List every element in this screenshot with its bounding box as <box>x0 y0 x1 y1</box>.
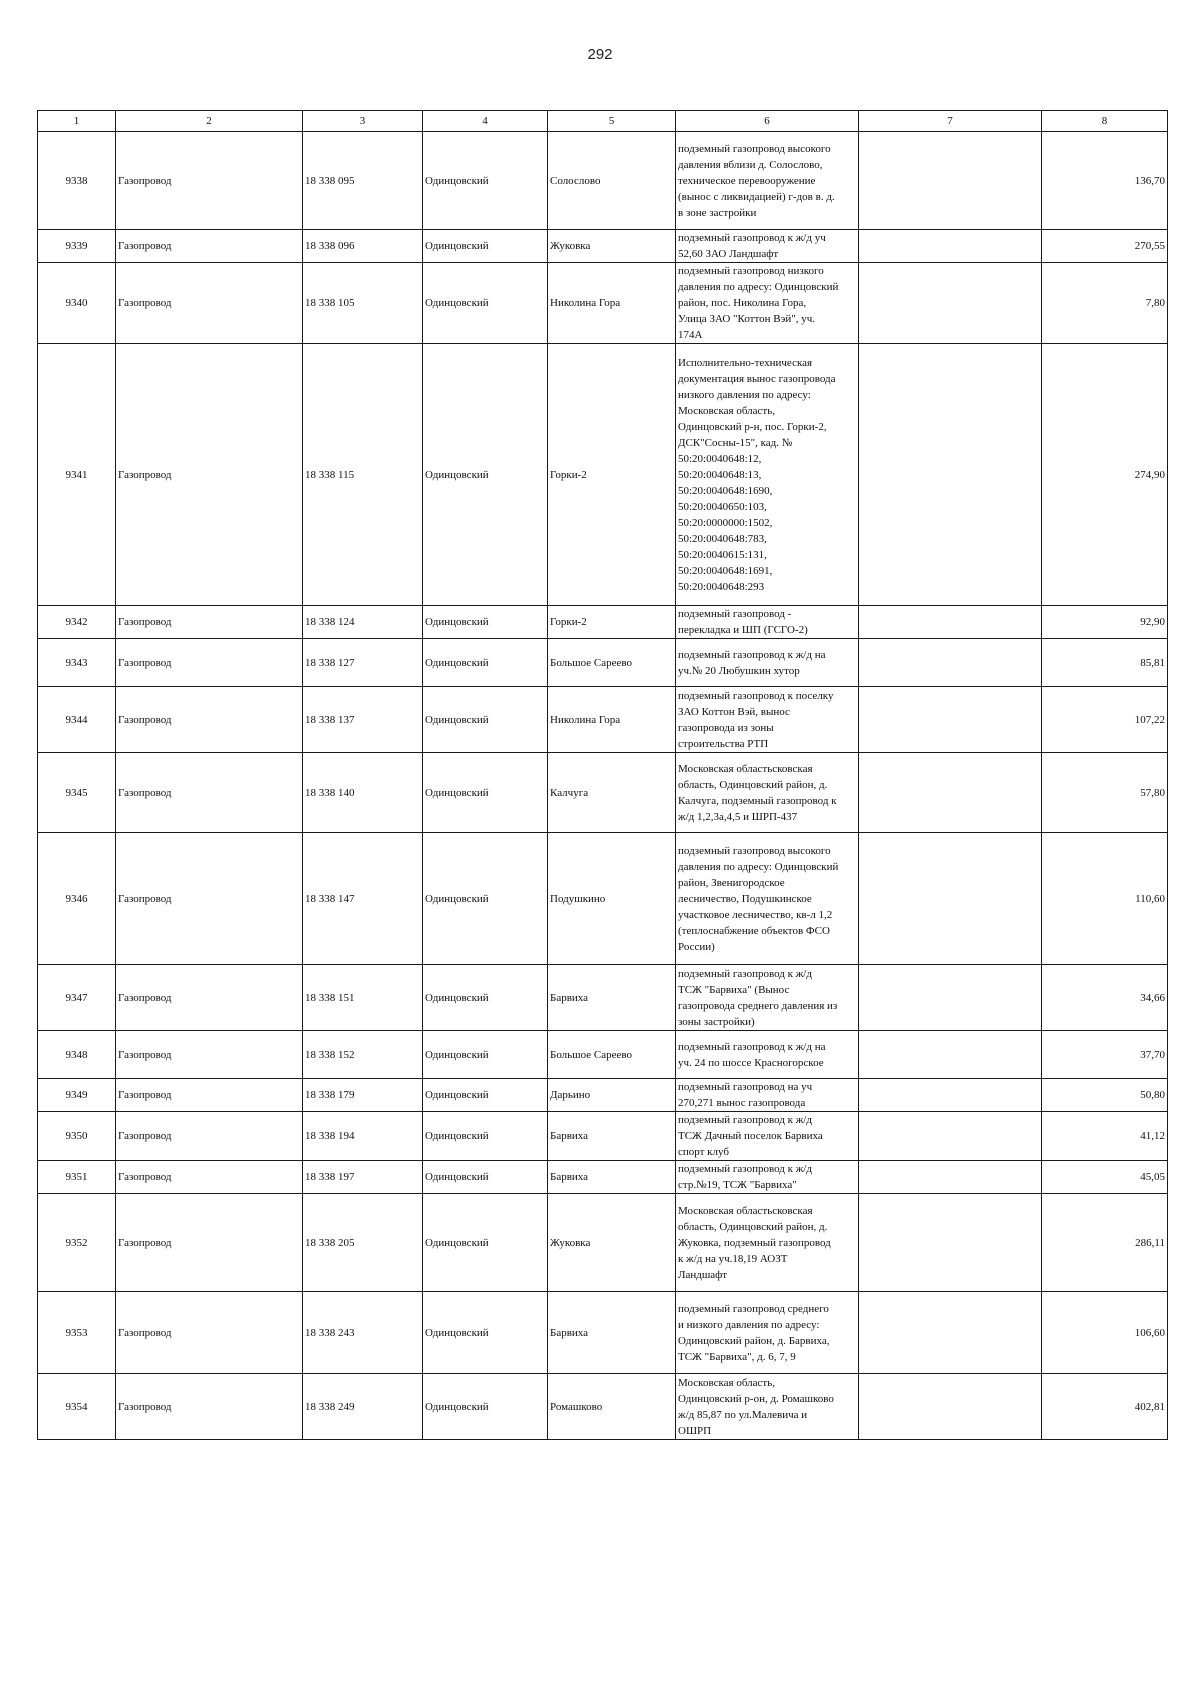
length-value-cell: 50,80 <box>1042 1079 1168 1112</box>
row-number-cell: 9348 <box>38 1031 116 1079</box>
description-cell: подземный газопровод высокого давления вблизи д. Солослово, техническое перевооружение (вынос с ликвидацией) г-дов в. д. в зоне застройки <box>676 132 859 230</box>
district-cell: Одинцовский <box>423 753 548 833</box>
object-type-cell: Газопровод <box>116 1112 303 1161</box>
column-7-cell <box>859 1112 1042 1161</box>
object-type-cell: Газопровод <box>116 639 303 687</box>
length-value-cell: 85,81 <box>1042 639 1168 687</box>
table-row <box>38 687 1168 753</box>
object-code-cell: 18 338 105 <box>303 263 423 344</box>
description-cell: подземный газопровод к ж/д стр.№19, ТСЖ "Барвиха" <box>676 1161 859 1194</box>
length-value-cell: 106,60 <box>1042 1292 1168 1374</box>
table-row <box>38 833 1168 965</box>
column-7-cell <box>859 230 1042 263</box>
column-7-cell <box>859 1194 1042 1292</box>
table-row <box>38 639 1168 687</box>
object-type-cell: Газопровод <box>116 132 303 230</box>
page-number: 292 <box>587 46 613 63</box>
table-row <box>38 1112 1168 1161</box>
object-type-cell: Газопровод <box>116 753 303 833</box>
description-cell: Московская область, Одинцовский р-он, д. Ромашково ж/д 85,87 по ул.Малевича и ОШРП <box>676 1374 859 1440</box>
description-cell: подземный газопровод к ж/д ТСЖ Дачный поселок Барвиха спорт клуб <box>676 1112 859 1161</box>
column-header: 2 <box>116 111 303 132</box>
locality-cell: Барвиха <box>548 1292 676 1374</box>
table-row <box>38 230 1168 263</box>
locality-cell: Калчуга <box>548 753 676 833</box>
locality-cell: Горки-2 <box>548 344 676 606</box>
length-value-cell: 45,05 <box>1042 1161 1168 1194</box>
table-row <box>38 1031 1168 1079</box>
district-cell: Одинцовский <box>423 344 548 606</box>
object-code-cell: 18 338 151 <box>303 965 423 1031</box>
description-cell: подземный газопровод к ж/д на уч.№ 20 Любушкин хутор <box>676 639 859 687</box>
locality-cell: Дарьино <box>548 1079 676 1112</box>
locality-cell: Ромашково <box>548 1374 676 1440</box>
length-value-cell: 274,90 <box>1042 344 1168 606</box>
object-type-cell: Газопровод <box>116 833 303 965</box>
district-cell: Одинцовский <box>423 263 548 344</box>
column-header: 8 <box>1042 111 1168 132</box>
row-number-cell: 9353 <box>38 1292 116 1374</box>
length-value-cell: 41,12 <box>1042 1112 1168 1161</box>
table-row <box>38 132 1168 230</box>
description-cell: Московская областьсковская область, Одинцовский район, д. Калчуга, подземный газопровод к ж/д 1,2,3а,4,5 и ШРП-437 <box>676 753 859 833</box>
row-number-cell: 9341 <box>38 344 116 606</box>
row-number-cell: 9346 <box>38 833 116 965</box>
column-7-cell <box>859 1031 1042 1079</box>
description-cell: подземный газопровод к ж/д на уч. 24 по шоссе Красногорское <box>676 1031 859 1079</box>
object-code-cell: 18 338 096 <box>303 230 423 263</box>
district-cell: Одинцовский <box>423 230 548 263</box>
locality-cell: Жуковка <box>548 1194 676 1292</box>
table-body <box>38 132 1168 1440</box>
column-7-cell <box>859 132 1042 230</box>
row-number-cell: 9349 <box>38 1079 116 1112</box>
object-code-cell: 18 338 115 <box>303 344 423 606</box>
locality-cell: Горки-2 <box>548 606 676 639</box>
row-number-cell: 9351 <box>38 1161 116 1194</box>
locality-cell: Жуковка <box>548 230 676 263</box>
locality-cell: Большое Сареево <box>548 639 676 687</box>
column-7-cell <box>859 1161 1042 1194</box>
column-7-cell <box>859 344 1042 606</box>
locality-cell: Подушкино <box>548 833 676 965</box>
object-code-cell: 18 338 205 <box>303 1194 423 1292</box>
column-header: 5 <box>548 111 676 132</box>
locality-cell: Большое Сареево <box>548 1031 676 1079</box>
object-code-cell: 18 338 197 <box>303 1161 423 1194</box>
description-cell: подземный газопровод - перекладка и ШП (ГСГО-2) <box>676 606 859 639</box>
object-code-cell: 18 338 140 <box>303 753 423 833</box>
row-number-cell: 9352 <box>38 1194 116 1292</box>
district-cell: Одинцовский <box>423 1292 548 1374</box>
table-row <box>38 344 1168 606</box>
object-type-cell: Газопровод <box>116 344 303 606</box>
length-value-cell: 270,55 <box>1042 230 1168 263</box>
description-cell: подземный газопровод среднего и низкого давления по адресу: Одинцовский район, д. Барвиха, ТСЖ "Барвиха", д. 6, 7, 9 <box>676 1292 859 1374</box>
column-7-cell <box>859 965 1042 1031</box>
row-number-cell: 9345 <box>38 753 116 833</box>
column-header: 3 <box>303 111 423 132</box>
district-cell: Одинцовский <box>423 132 548 230</box>
district-cell: Одинцовский <box>423 639 548 687</box>
column-7-cell <box>859 687 1042 753</box>
length-value-cell: 136,70 <box>1042 132 1168 230</box>
column-7-cell <box>859 753 1042 833</box>
table-row <box>38 753 1168 833</box>
column-7-cell <box>859 833 1042 965</box>
length-value-cell: 57,80 <box>1042 753 1168 833</box>
column-7-cell <box>859 1292 1042 1374</box>
column-header: 1 <box>38 111 116 132</box>
district-cell: Одинцовский <box>423 1194 548 1292</box>
object-type-cell: Газопровод <box>116 1079 303 1112</box>
object-code-cell: 18 338 127 <box>303 639 423 687</box>
length-value-cell: 107,22 <box>1042 687 1168 753</box>
table-row <box>38 1194 1168 1292</box>
description-cell: подземный газопровод низкого давления по адресу: Одинцовский район, пос. Николина Гора, Улица ЗАО "Коттон Вэй", уч. 174А <box>676 263 859 344</box>
object-code-cell: 18 338 243 <box>303 1292 423 1374</box>
table-row <box>38 1079 1168 1112</box>
district-cell: Одинцовский <box>423 833 548 965</box>
row-number-cell: 9354 <box>38 1374 116 1440</box>
district-cell: Одинцовский <box>423 965 548 1031</box>
district-cell: Одинцовский <box>423 687 548 753</box>
locality-cell: Николина Гора <box>548 263 676 344</box>
length-value-cell: 402,81 <box>1042 1374 1168 1440</box>
description-cell: подземный газопровод к ж/д уч 52,60 ЗАО Ландшафт <box>676 230 859 263</box>
district-cell: Одинцовский <box>423 1031 548 1079</box>
district-cell: Одинцовский <box>423 1374 548 1440</box>
length-value-cell: 7,80 <box>1042 263 1168 344</box>
object-type-cell: Газопровод <box>116 1031 303 1079</box>
object-code-cell: 18 338 124 <box>303 606 423 639</box>
district-cell: Одинцовский <box>423 1112 548 1161</box>
locality-cell: Барвиха <box>548 1161 676 1194</box>
column-7-cell <box>859 263 1042 344</box>
object-type-cell: Газопровод <box>116 1292 303 1374</box>
row-number-cell: 9344 <box>38 687 116 753</box>
column-header: 7 <box>859 111 1042 132</box>
table-row <box>38 965 1168 1031</box>
object-code-cell: 18 338 152 <box>303 1031 423 1079</box>
length-value-cell: 286,11 <box>1042 1194 1168 1292</box>
row-number-cell: 9347 <box>38 965 116 1031</box>
object-type-cell: Газопровод <box>116 965 303 1031</box>
object-code-cell: 18 338 095 <box>303 132 423 230</box>
description-cell: подземный газопровод высокого давления по адресу: Одинцовский район, Звенигородское лесничество, Подушкинское участковое лесничество, кв-л 1,2 (теплоснабжение объектов ФСО России) <box>676 833 859 965</box>
district-cell: Одинцовский <box>423 606 548 639</box>
description-cell: подземный газопровод на уч 270,271 вынос газопровода <box>676 1079 859 1112</box>
column-7-cell <box>859 1079 1042 1112</box>
row-number-cell: 9338 <box>38 132 116 230</box>
locality-cell: Барвиха <box>548 965 676 1031</box>
object-code-cell: 18 338 137 <box>303 687 423 753</box>
district-cell: Одинцовский <box>423 1079 548 1112</box>
object-code-cell: 18 338 194 <box>303 1112 423 1161</box>
row-number-cell: 9339 <box>38 230 116 263</box>
table-row <box>38 1161 1168 1194</box>
row-number-cell: 9340 <box>38 263 116 344</box>
locality-cell: Барвиха <box>548 1112 676 1161</box>
object-code-cell: 18 338 147 <box>303 833 423 965</box>
registry-table <box>37 110 1168 1440</box>
column-7-cell <box>859 606 1042 639</box>
object-code-cell: 18 338 179 <box>303 1079 423 1112</box>
table-row <box>38 606 1168 639</box>
header-row <box>38 111 1168 132</box>
object-type-cell: Газопровод <box>116 1374 303 1440</box>
column-7-cell <box>859 1374 1042 1440</box>
object-type-cell: Газопровод <box>116 687 303 753</box>
row-number-cell: 9342 <box>38 606 116 639</box>
object-type-cell: Газопровод <box>116 230 303 263</box>
locality-cell: Солослово <box>548 132 676 230</box>
row-number-cell: 9343 <box>38 639 116 687</box>
table-row <box>38 1374 1168 1440</box>
length-value-cell: 92,90 <box>1042 606 1168 639</box>
column-header: 6 <box>676 111 859 132</box>
locality-cell: Николина Гора <box>548 687 676 753</box>
column-7-cell <box>859 639 1042 687</box>
column-header: 4 <box>423 111 548 132</box>
object-type-cell: Газопровод <box>116 263 303 344</box>
row-number-cell: 9350 <box>38 1112 116 1161</box>
length-value-cell: 34,66 <box>1042 965 1168 1031</box>
description-cell: подземный газопровод к ж/д ТСЖ "Барвиха" (Вынос газопровода среднего давления из зоны застройки) <box>676 965 859 1031</box>
description-cell: Исполнительно-техническая документация вынос газопровода низкого давления по адресу: Московская область, Одинцовский р-н, пос. Горки-2, ДСК"Сосны-15", кад. № 50:20:0040648:12, 50:20:0040648:13, 50:20:0040648:1690, 50:20:0040650:103, 50:20:0000000:1502, 50:20:0040648:783, 50:20:0040615:131, 50:20:0040648:1691, 50:20:0040648:293 <box>676 344 859 606</box>
description-cell: подземный газопровод к поселку ЗАО Коттон Вэй, вынос газопровода из зоны строительства РТП <box>676 687 859 753</box>
length-value-cell: 37,70 <box>1042 1031 1168 1079</box>
table-row <box>38 263 1168 344</box>
object-code-cell: 18 338 249 <box>303 1374 423 1440</box>
description-cell: Московская областьсковская область, Одинцовский район, д. Жуковка, подземный газопровод к ж/д на уч.18,19 АОЗТ Ландшафт <box>676 1194 859 1292</box>
length-value-cell: 110,60 <box>1042 833 1168 965</box>
object-type-cell: Газопровод <box>116 606 303 639</box>
object-type-cell: Газопровод <box>116 1161 303 1194</box>
district-cell: Одинцовский <box>423 1161 548 1194</box>
table-row <box>38 1292 1168 1374</box>
object-type-cell: Газопровод <box>116 1194 303 1292</box>
